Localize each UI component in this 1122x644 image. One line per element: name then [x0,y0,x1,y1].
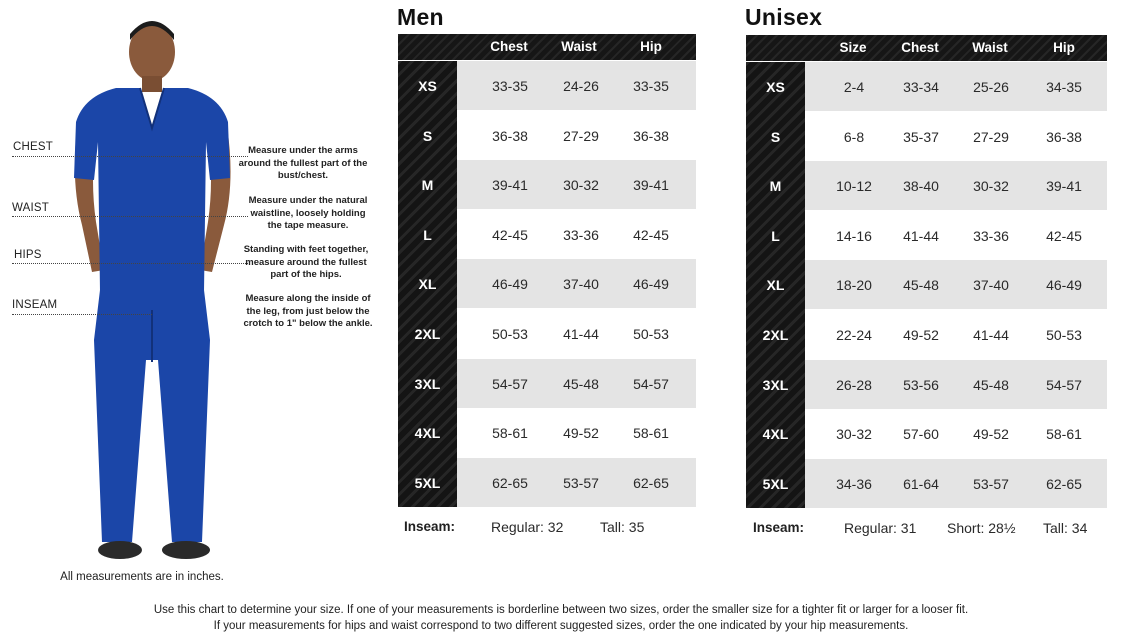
men-cell: 50-53 [633,326,669,342]
men-size-label: S [422,127,433,144]
men-cell: 33-35 [492,78,528,94]
men-cell: 36-38 [492,127,528,144]
men-cell: 62-65 [492,474,528,491]
men-inseam-regular: Regular: 32 [491,519,564,535]
men-size-label: XL [418,276,437,293]
unisex-size-label: XS [766,79,785,95]
men-cell: 39-41 [492,177,528,194]
unisex-cell: 37-40 [973,277,1009,294]
men-cell: 33-35 [633,78,669,94]
unisex-cell: 35-37 [903,128,939,145]
men-cell: 46-49 [492,276,528,293]
men-cell: 45-48 [563,375,599,392]
men-cell: 41-44 [563,326,599,342]
chest-note: Measure under the arms around the fullest part of the bust/chest. [238,145,368,181]
inseam-note: Measure along the inside of the leg, from just below the crotch to 1" below the ankle. [243,293,373,329]
chest-guide-line [12,156,248,157]
unisex-cell: 41-44 [973,327,1009,343]
unisex-cell: 62-65 [1046,475,1082,492]
footer-note-line-1: Use this chart to determine your size. If one of your measurements is borderline between two sizes, order the smaller size for a tighter fit or larger for a looser fit. [153,604,969,616]
men-cell: 39-41 [633,177,669,194]
unisex-size-label: L [771,227,780,244]
unisex-cell: 50-53 [1046,327,1082,343]
men-cell: 62-65 [633,474,669,491]
unisex-cell: 49-52 [973,426,1009,443]
unisex-inseam-regular: Regular: 31 [844,520,917,536]
men-size-label: 4XL [414,425,441,442]
men-header-hip: Hip [640,39,662,54]
unisex-size-label: S [770,128,781,145]
unisex-size-label: M [769,178,782,195]
unisex-title: Unisex [745,4,823,30]
men-header-waist: Waist [561,39,597,54]
hips-label: HIPS [14,249,42,261]
men-cell: 30-32 [563,177,599,194]
unisex-cell: 49-52 [903,327,939,343]
unisex-cell: 42-45 [1046,227,1082,244]
men-cell: 42-45 [492,226,528,243]
men-cell: 46-49 [633,276,669,293]
unisex-inseam-short: Short: 28½ [947,520,1016,536]
chest-label: CHEST [13,141,53,153]
unisex-inseam-tall: Tall: 34 [1043,520,1088,536]
unisex-cell: 33-36 [973,227,1009,244]
unisex-cell: 6-8 [843,128,865,145]
men-cell: 58-61 [492,425,528,442]
men-cell: 24-26 [563,78,599,94]
men-inseam-tall: Tall: 35 [600,519,645,535]
unisex-header-size: Size [839,40,867,55]
unisex-cell: 53-57 [973,475,1009,492]
men-cell: 49-52 [563,425,599,442]
model-right-shoe [162,541,210,559]
unisex-cell: 10-12 [836,178,872,195]
men-cell: 53-57 [563,474,599,491]
footer-note-line-2: If your measurements for hips and waist correspond to two different suggested sizes, order the one indicated by your hip measurements. [213,620,909,632]
hips-note: Standing with feet together, measure around the fullest part of the hips. [243,244,369,280]
waist-guide-line [12,216,248,217]
unisex-cell: 53-56 [903,376,939,393]
men-size-label: 5XL [414,474,441,491]
unisex-size-label: 5XL [762,475,789,492]
men-cell: 33-36 [563,226,599,243]
units-note: All measurements are in inches. [60,571,224,583]
waist-label: WAIST [12,202,49,214]
men-cell: 37-40 [563,276,599,293]
men-header-chest: Chest [490,39,528,54]
unisex-header-waist: Waist [972,40,1008,55]
unisex-cell: 34-35 [1046,79,1082,95]
unisex-cell: 41-44 [903,227,939,244]
men-title: Men [397,4,444,30]
unisex-inseam-label: Inseam: [753,520,805,535]
unisex-header-row [746,35,1107,61]
unisex-cell: 61-64 [903,475,939,492]
unisex-cell: 25-26 [973,79,1009,95]
unisex-size-label: XL [766,277,785,294]
men-size-label: 2XL [414,326,441,342]
men-cell: 50-53 [492,326,528,342]
men-header-row [398,34,696,60]
hips-guide-line [12,263,248,264]
unisex-cell: 45-48 [973,376,1009,393]
unisex-size-label: 4XL [762,426,789,443]
unisex-cell: 38-40 [903,178,939,195]
unisex-cell: 57-60 [903,426,939,443]
unisex-header-hip: Hip [1053,40,1075,55]
men-cell: 42-45 [633,226,669,243]
men-size-label: M [421,177,434,194]
unisex-cell: 58-61 [1046,426,1082,443]
men-cell: 27-29 [563,127,599,144]
waist-note: Measure under the natural waistline, loosely holding the tape measure. [248,195,368,231]
unisex-cell: 33-34 [903,79,939,95]
unisex-cell: 26-28 [836,376,872,393]
unisex-header-chest: Chest [901,40,939,55]
unisex-cell: 2-4 [843,79,865,95]
unisex-size-label: 2XL [762,327,789,343]
men-cell: 58-61 [633,425,669,442]
unisex-cell: 39-41 [1046,178,1082,195]
unisex-cell: 46-49 [1046,277,1082,294]
unisex-cell: 45-48 [903,277,939,294]
inseam-guide-line [12,314,152,315]
unisex-cell: 34-36 [836,475,872,492]
unisex-cell: 22-24 [836,327,872,343]
men-inseam-label: Inseam: [404,519,456,534]
men-size-label: L [423,226,432,243]
men-cell: 54-57 [492,375,528,392]
men-cell: 36-38 [633,127,669,144]
inseam-label: INSEAM [12,299,58,311]
unisex-cell: 30-32 [973,178,1009,195]
unisex-cell: 18-20 [836,277,872,294]
model-figure [60,10,250,570]
men-size-label: 3XL [414,375,441,392]
unisex-cell: 54-57 [1046,376,1082,393]
men-cell: 54-57 [633,375,669,392]
unisex-cell: 14-16 [836,227,872,244]
unisex-size-label: 3XL [762,376,789,393]
model-left-shoe [98,541,142,559]
unisex-cell: 30-32 [836,426,872,443]
unisex-cell: 27-29 [973,128,1009,145]
men-size-label: XS [418,78,437,94]
unisex-cell: 36-38 [1046,128,1082,145]
